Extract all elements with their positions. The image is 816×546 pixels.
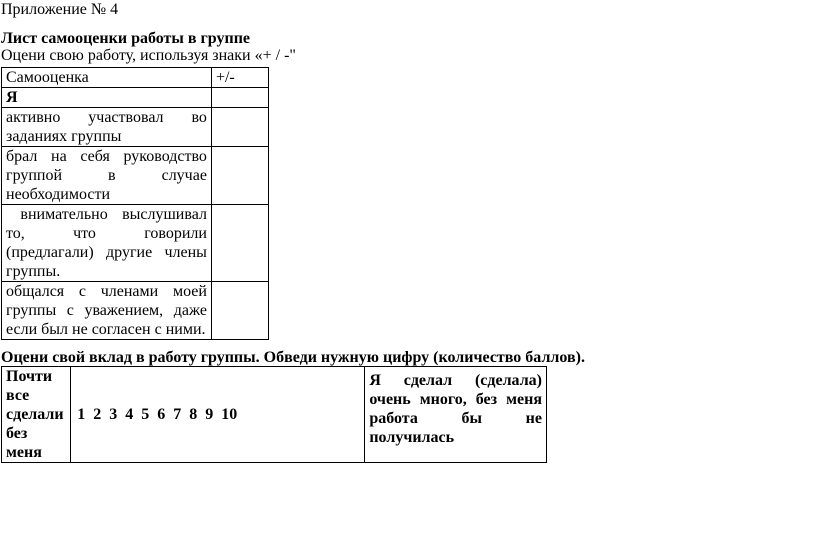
criterion-line: (предлагали) другие члены	[6, 244, 207, 261]
criterion-line: группы.	[6, 263, 61, 280]
score-9[interactable]: 9	[205, 406, 214, 423]
criterion-cell	[2, 108, 212, 147]
table-subheader-row	[2, 88, 269, 108]
criterion-line: группой в случае	[6, 167, 207, 184]
appendix-label: Приложение № 4	[1, 1, 119, 18]
left-label-line: меня	[6, 444, 42, 461]
left-label-cell	[2, 367, 71, 463]
right-label-line: Я сделал (сделала)	[369, 372, 542, 389]
criterion-line: заданиях группы	[6, 128, 122, 145]
left-label-line: Почти	[6, 368, 53, 385]
instruction-text: Оцени свою работу, используя знаки «+ / -"	[1, 47, 296, 64]
table-header-row	[2, 68, 269, 88]
header-plus-minus: +/-	[211, 68, 268, 88]
score-7[interactable]: 7	[173, 406, 182, 423]
header-self-assessment: Самооценка	[2, 68, 212, 88]
score-1[interactable]: 1	[77, 406, 86, 423]
criterion-line: группы с уважением, даже	[6, 302, 207, 319]
criterion-line: то, что говорили	[6, 225, 207, 242]
criterion-line: внимательно выслушивал	[6, 206, 207, 223]
criterion-line: брал на себя руководство	[6, 148, 207, 165]
subheader-mark-cell	[211, 88, 268, 108]
sheet-title: Лист самооценки работы в группе	[1, 30, 251, 47]
table-row	[2, 205, 269, 282]
criterion-line: необходимости	[6, 186, 111, 203]
table-row	[2, 367, 547, 463]
criterion-cell	[2, 147, 212, 205]
criterion-line: общался с членами моей	[6, 283, 207, 300]
score-6[interactable]: 6	[157, 406, 166, 423]
right-label-line: очень много, без меня	[369, 391, 542, 408]
mark-cell[interactable]	[211, 282, 268, 340]
criterion-line: активно участвовал во	[6, 109, 207, 126]
score-5[interactable]: 5	[141, 406, 150, 423]
score-8[interactable]: 8	[189, 406, 198, 423]
table-row	[2, 108, 269, 147]
self-assessment-table	[1, 67, 269, 340]
right-label-line: работа бы не	[369, 410, 542, 427]
criterion-line: если был не согласен с ними.	[6, 321, 206, 338]
table-row	[2, 282, 269, 340]
contribution-instruction: Оцени свой вклад в работу группы. Обведи нужную цифру (количество баллов).	[1, 349, 585, 366]
left-label-line: без	[6, 425, 28, 442]
contribution-table	[1, 366, 547, 463]
subheader-i: Я	[2, 88, 212, 108]
criterion-cell	[2, 205, 212, 282]
score-3[interactable]: 3	[109, 406, 118, 423]
score-scale	[75, 405, 360, 424]
score-10[interactable]: 10	[221, 406, 238, 423]
table-row	[2, 147, 269, 205]
right-label-cell	[365, 367, 547, 463]
left-label-line: все	[6, 387, 30, 404]
mark-cell[interactable]	[211, 205, 268, 282]
right-label-line: получилась	[369, 429, 455, 446]
left-label-line: сделали	[6, 406, 64, 423]
mark-cell[interactable]	[211, 147, 268, 205]
scale-cell	[71, 367, 365, 463]
criterion-cell	[2, 282, 212, 340]
mark-cell[interactable]	[211, 108, 268, 147]
score-4[interactable]: 4	[125, 406, 134, 423]
score-2[interactable]: 2	[93, 406, 102, 423]
